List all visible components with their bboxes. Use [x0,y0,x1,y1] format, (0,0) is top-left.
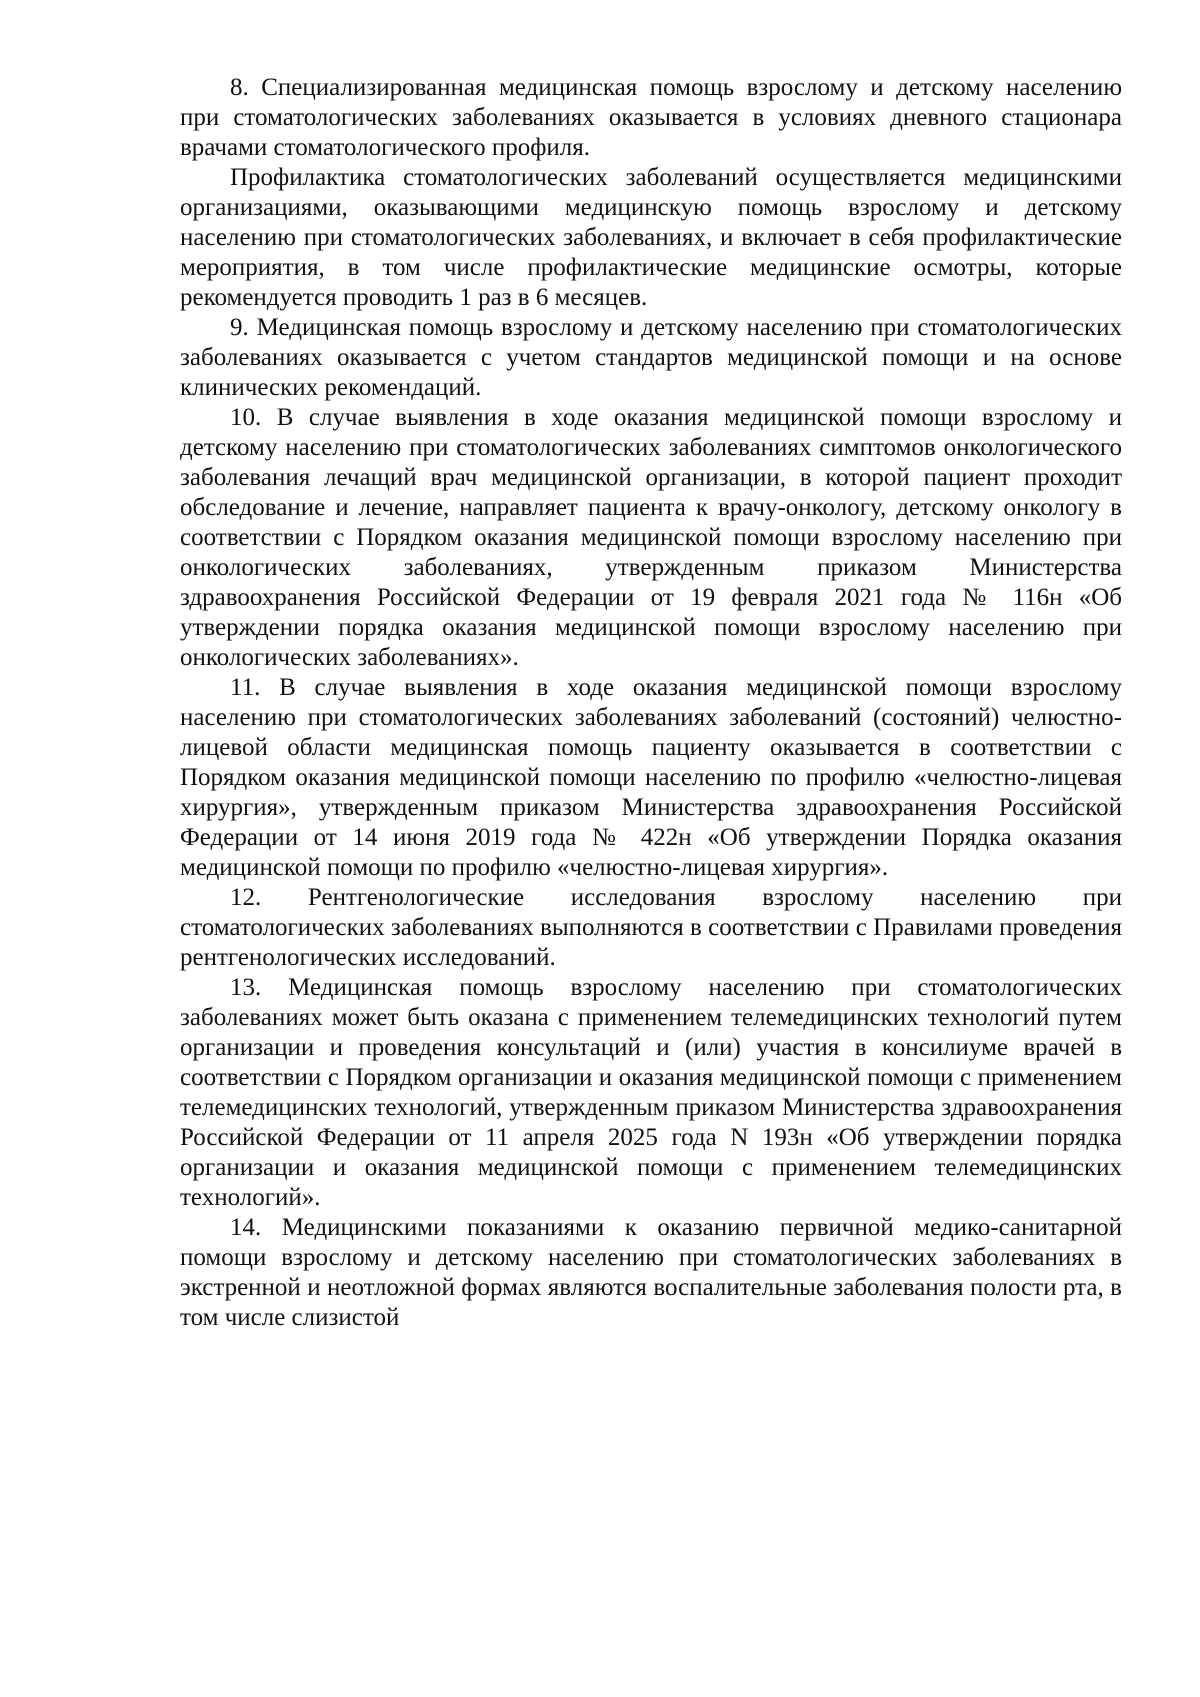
document-body [180,73,1122,1333]
paragraph-prevention: Профилактика стоматологических заболеваний осуществляется медицинскими организациями, оказывающими медицинскую помощь взрослому и детскому населению при стоматологических заболеваниях, и включает в себя профилактические мероприятия, в том числе профилактические медицинские осмотры, которые рекомендуется проводить 1 раз в 6 месяцев. [180,164,1122,311]
paragraph-13: 13. Медицинская помощь взрослому населению при стоматологических заболеваниях может быть оказана с применением телемедицинских технологий путем организации и проведения консультаций и (или) участия в консилиуме врачей в соответствии с Порядком организации и оказания медицинской помощи с применением телемедицинских технологий, утвержденным приказом Министерства здравоохранения Российской Федерации от 11 апреля 2025 года N 193н «Об утверждении порядка организации и оказания медицинской помощи с применением телемедицинских технологий». [180,974,1122,1211]
paragraph-10: 10. В случае выявления в ходе оказания медицинской помощи взрослому и детскому населению при стоматологических заболеваниях симптомов онкологического заболевания лечащий врач медицинской организации, в которой пациент проходит обследование и лечение, направляет пациента к врачу-онкологу, детскому онкологу в соответствии с Порядком оказания медицинской помощи взрослому населению при онкологических заболеваниях, утвержденным приказом Министерства здравоохранения Российской Федерации от 19 февраля 2021 года № 116н «Об утверждении порядка оказания медицинской помощи взрослому населению при онкологических заболеваниях». [180,404,1122,671]
paragraph-11: 11. В случае выявления в ходе оказания медицинской помощи взрослому населению при стоматологических заболеваниях заболеваний (состояний) челюстно-лицевой области медицинская помощь пациенту оказывается в соответствии с Порядком оказания медицинской помощи населению по профилю «челюстно-лицевая хирургия», утвержденным приказом Министерства здравоохранения Российской Федерации от 14 июня 2019 года № 422н «Об утверждении Порядка оказания медицинской помощи по профилю «челюстно-лицевая хирургия». [180,674,1122,881]
paragraph-12: 12. Рентгенологические исследования взрослому населению при стоматологических заболеваниях выполняются в соответствии с Правилами проведения рентгенологических исследований. [180,884,1122,971]
paragraph-9: 9. Медицинская помощь взрослому и детскому населению при стоматологических заболеваниях оказывается с учетом стандартов медицинской помощи и на основе клинических рекомендаций. [180,314,1122,401]
paragraph-8: 8. Специализированная медицинская помощь взрослому и детскому населению при стоматологических заболеваниях оказывается в условиях дневного стационара врачами стоматологического профиля. [180,74,1122,161]
paragraph-14: 14. Медицинскими показаниями к оказанию первичной медико-санитарной помощи взрослому и детскому населению при стоматологических заболеваниях в экстренной и неотложной формах являются воспалительные заболевания полости рта, в том числе слизистой [180,1214,1122,1331]
